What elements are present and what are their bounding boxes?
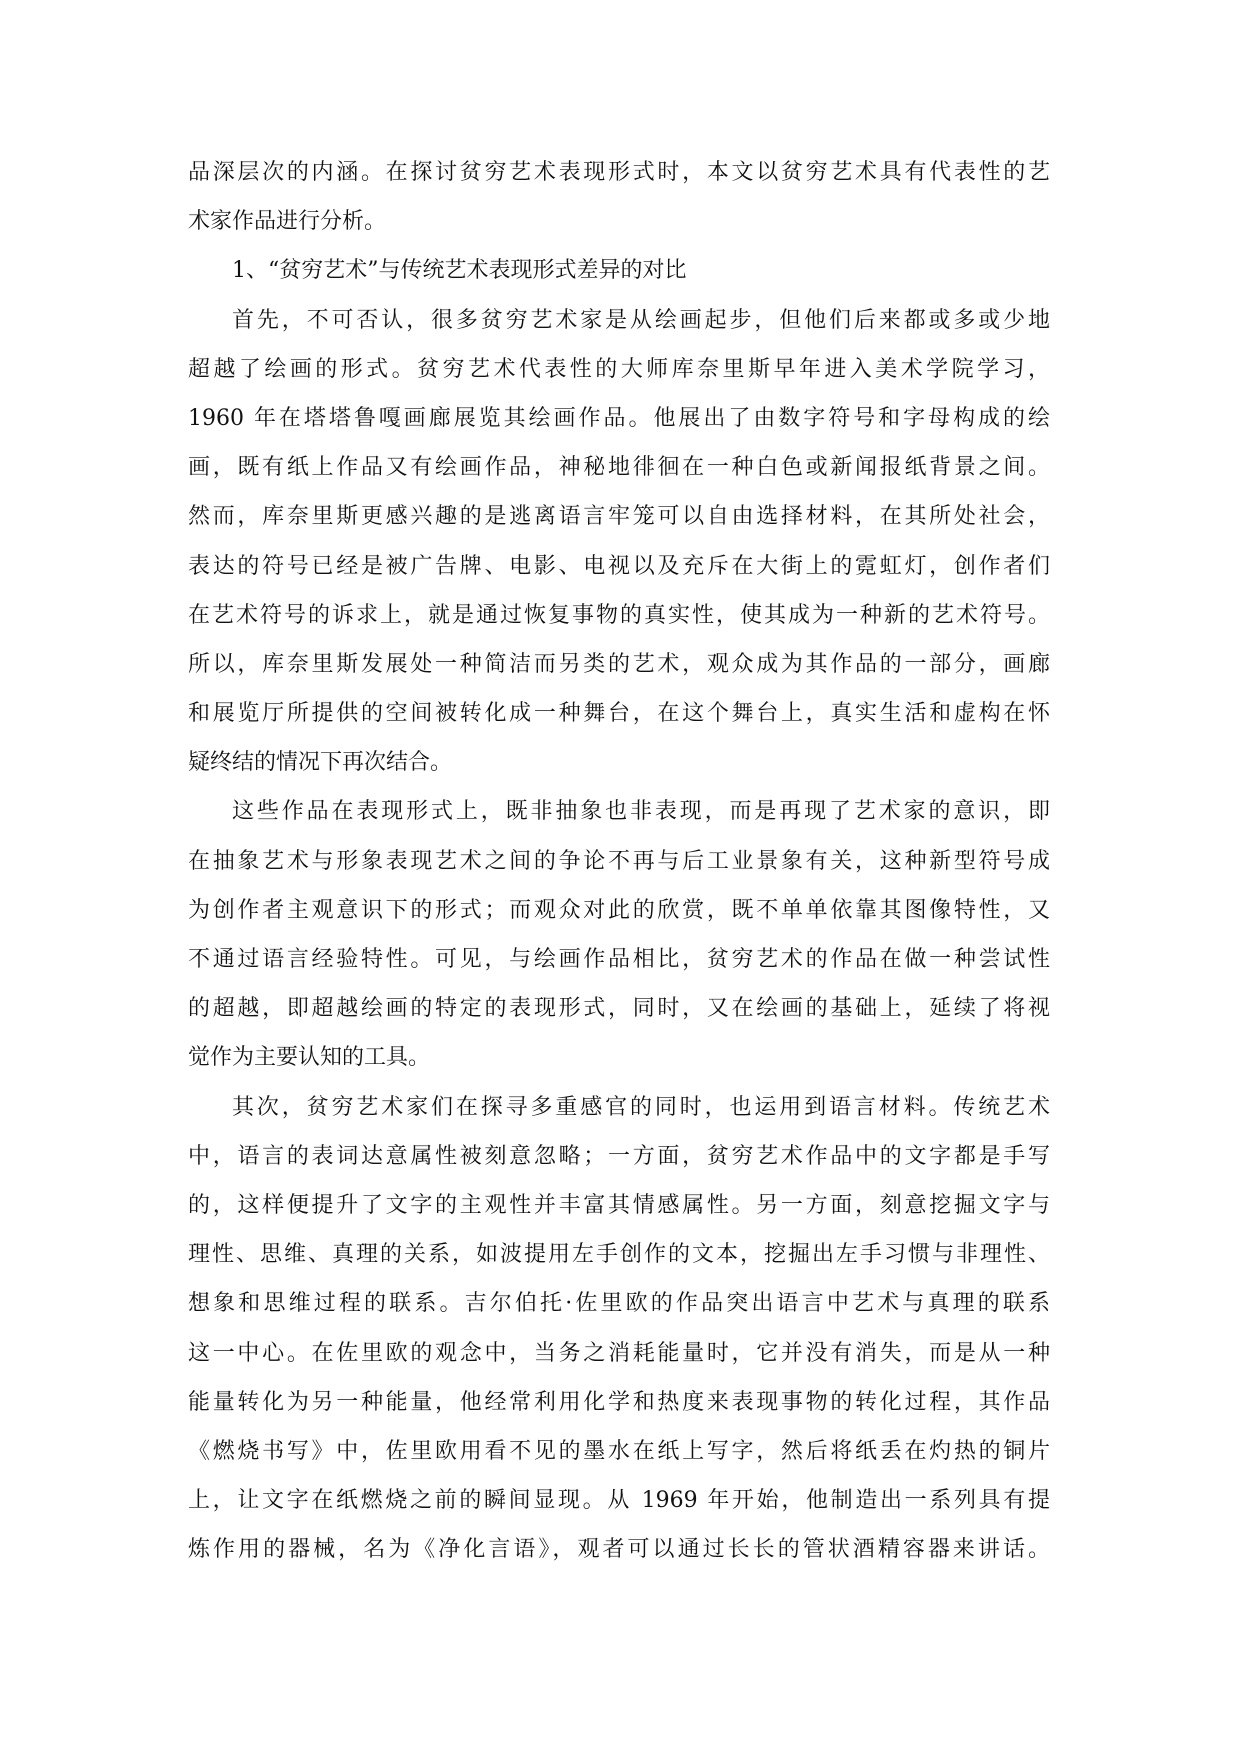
text-line: 疑终结的情况下再次结合。 [188, 750, 453, 776]
text-line: 能量转化为另一种能量，他经常利用化学和热度来表现事物的转化过程，其作品 [188, 1389, 1050, 1415]
text-line: 在抽象艺术与形象表现艺术之间的争论不再与后工业景象有关，这种新型符号成 [188, 848, 1050, 874]
text-line: 1960 年在塔塔鲁嘎画廊展览其绘画作品。他展出了由数字符号和字母构成的绘 [188, 405, 1050, 431]
body-text [188, 148, 1050, 1574]
text-line: 然而，库奈里斯更感兴趣的是逃离语言牢笼可以自由选择材料，在其所处社会， [188, 504, 1050, 530]
text-line: 超越了绘画的形式。贫穷艺术代表性的大师库奈里斯早年进入美术学院学习， [188, 356, 1050, 382]
text-line: 和展览厅所提供的空间被转化成一种舞台，在这个舞台上，真实生活和虚构在怀 [188, 701, 1050, 727]
text-line: 画，既有纸上作品又有绘画作品，神秘地徘徊在一种白色或新闻报纸背景之间。 [188, 455, 1050, 481]
text-line: 上，让文字在纸燃烧之前的瞬间显现。从 1969 年开始，他制造出一系列具有提 [188, 1488, 1050, 1514]
text-line: 想象和思维过程的联系。吉尔伯托·佐里欧的作品突出语言中艺术与真理的联系 [188, 1291, 1050, 1317]
text-line: 术家作品进行分析。 [188, 209, 387, 235]
text-line: 品深层次的内涵。在探讨贫穷艺术表现形式时，本文以贫穷艺术具有代表性的艺 [188, 160, 1050, 185]
text-line: 炼作用的器械，名为《净化言语》，观者可以通过长长的管状酒精容器来讲话。 [188, 1537, 1050, 1563]
text-line: 的，这样便提升了文字的主观性并丰富其情感属性。另一方面，刻意挖掘文字与 [188, 1192, 1050, 1218]
text-line: 这些作品在表现形式上，既非抽象也非表现，而是再现了艺术家的意识，即 [232, 799, 1050, 825]
text-line: 不通过语言经验特性。可见，与绘画作品相比，贫穷艺术的作品在做一种尝试性 [188, 947, 1050, 972]
text-line: 觉作为主要认知的工具。 [188, 1045, 431, 1071]
text-line: 为创作者主观意识下的形式；而观众对此的欣赏，既不单单依靠其图像特性，又 [188, 897, 1050, 923]
text-line: 其次，贫穷艺术家们在探寻多重感官的同时，也运用到语言材料。传统艺术 [232, 1094, 1050, 1120]
section-heading: 1、“贫穷艺术”与传统艺术表现形式差异的对比 [232, 258, 687, 284]
text-line: 这一中心。在佐里欧的观念中，当务之消耗能量时，它并没有消失，而是从一种 [188, 1340, 1050, 1366]
text-line: 理性、思维、真理的关系，如波提用左手创作的文本，挖掘出左手习惯与非理性、 [188, 1242, 1050, 1268]
text-line: 表达的符号已经是被广告牌、电影、电视以及充斥在大街上的霓虹灯，创作者们 [188, 553, 1050, 579]
text-line: 的超越，即超越绘画的特定的表现形式，同时，又在绘画的基础上，延续了将视 [188, 996, 1050, 1022]
text-line: 《燃烧书写》中，佐里欧用看不见的墨水在纸上写字，然后将纸丢在灼热的铜片 [188, 1438, 1050, 1464]
text-line: 中，语言的表词达意属性被刻意忽略；一方面，贫穷艺术作品中的文字都是手写 [188, 1143, 1050, 1169]
text-line: 首先，不可否认，很多贫穷艺术家是从绘画起步，但他们后来都或多或少地 [232, 307, 1050, 333]
text-line: 在艺术符号的诉求上，就是通过恢复事物的真实性，使其成为一种新的艺术符号。 [188, 602, 1050, 628]
text-line: 所以，库奈里斯发展处一种简洁而另类的艺术，观众成为其作品的一部分，画廊 [188, 651, 1050, 677]
